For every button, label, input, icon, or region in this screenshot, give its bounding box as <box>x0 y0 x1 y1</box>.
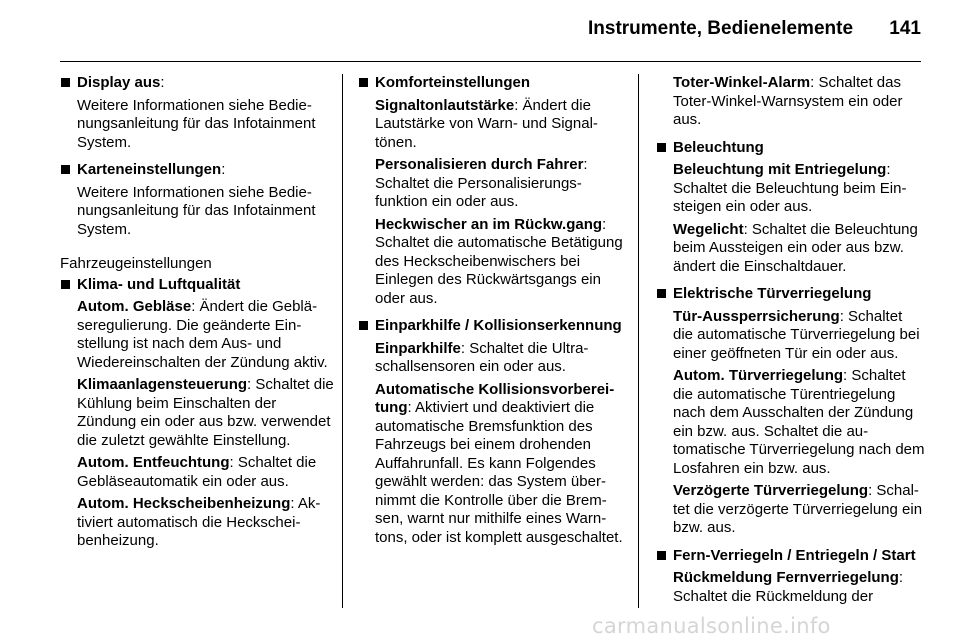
column-1 <box>60 74 335 551</box>
setting-entry: Einparkhilfe: Schaltet die Ultraschallsensoren ein oder aus. <box>375 339 589 375</box>
map-settings-item <box>60 161 335 239</box>
section-title: Instrumente, Bedienelemente <box>588 18 854 39</box>
bullet-heading: Karteneinstellungen: <box>60 161 335 180</box>
page-number: 141 <box>889 18 921 39</box>
climate-group <box>60 276 335 551</box>
column-divider-1 <box>342 74 343 608</box>
setting-entry: Heckwischer an im Rückw.gang: Schaltet die automatische Betätigung des Heckscheibenwischers bei Einlegen des Rückwärtsgangs ein oder aus. <box>375 215 623 307</box>
column-3 <box>656 74 926 606</box>
column-divider-2 <box>638 74 639 608</box>
column-2 <box>358 74 623 547</box>
bullet-heading: Fern-Verriegeln / Entriegeln / Start <box>656 547 926 566</box>
setting-entry: Autom. Gebläse: Ändert die Gebläseregulierung. Die geänderte Einstellung ist nach dem Aus- und Wiedereinschalten der Zündung aktiv. <box>77 298 328 371</box>
setting-entry: Rückmeldung Fernverriegelung: Schaltet die Rückmeldung der <box>673 569 904 605</box>
setting-entry: Autom. Heckscheibenheizung: Aktiviert automatisch die Heckscheibenheizung. <box>77 495 321 549</box>
header-rule <box>60 61 921 62</box>
setting-entry: Klimaanlagensteuerung: Schaltet die Kühlung beim Einschalten der Zündung ein oder aus bzw. verwendet die zuletzt gewählte Einstellung. <box>77 376 334 449</box>
bullet-heading: Einparkhilfe / Kollisionserkennung <box>358 317 623 336</box>
parking-group <box>358 317 623 547</box>
description: Weitere Informationen siehe Bedienungsanleitung für das Infotainment System. <box>77 183 316 238</box>
page-header <box>588 18 921 40</box>
setting-entry: Signaltonlautstärke: Ändert die Lautstärke von Warn- und Signaltönen. <box>375 96 598 151</box>
setting-entry: Wegelicht: Schaltet die Beleuchtung beim Aussteigen ein oder aus bzw. ändert die Einschaltdauer. <box>673 220 918 275</box>
setting-entry: Automatische Kollisionsvorbereitung: Aktiviert und deaktiviert die automatische Bremsfunktion des Fahrzeugs bei einem drohenden Auffahrunfall. Es kann Folgendes gewählt werden: das System übernimmt die Kontrolle über die Bremsen, warnt nur mithilfe eines Warntons, oder ist komplett ausgeschaltet. <box>375 380 623 546</box>
blind-spot-entry <box>656 74 926 130</box>
bullet-heading: Komforteinstellungen <box>358 74 623 93</box>
setting-entry: Beleuchtung mit Entriegelung: Schaltet die Beleuchtung beim Einsteigen ein oder aus. <box>673 161 907 215</box>
setting-entry: Tür-Aussperrsicherung: Schaltet die automatische Türverriegelung bei einer geöffneten Tür ein oder aus. <box>673 307 920 362</box>
remote-group <box>656 547 926 607</box>
bullet-heading: Beleuchtung <box>656 139 926 158</box>
description: Weitere Informationen siehe Bedienungsanleitung für das Infotainment System. <box>77 96 316 151</box>
display-off-item <box>60 74 335 152</box>
setting-entry: Autom. Türverriegelung: Schaltet die automatische Türentriegelung nach dem Ausschalten der Zündung ein bzw. aus. Schaltet die automatische Türverriegelung nach dem Losfahren ein bzw. aus. <box>673 367 925 477</box>
watermark: carmanualsonline.info <box>592 614 831 638</box>
door-lock-group <box>656 285 926 538</box>
comfort-group <box>358 74 623 308</box>
vehicle-settings-heading: Fahrzeugeinstellungen <box>60 255 212 272</box>
setting-entry: Personalisieren durch Fahrer: Schaltet die Personalisierungsfunktion ein oder aus. <box>375 156 588 210</box>
setting-entry: Verzögerte Türverriegelung: Schaltet die verzögerte Türverriegelung ein bzw. aus. <box>673 482 923 536</box>
setting-entry: Autom. Entfeuchtung: Schaltet die Gebläseautomatik ein oder aus. <box>77 454 317 490</box>
bullet-heading: Elektrische Türverriegelung <box>656 285 926 304</box>
lighting-group <box>656 139 926 277</box>
bullet-heading: Klima- und Luftqualität <box>60 276 335 295</box>
setting-entry: Toter-Winkel-Alarm: Schaltet das Toter-Winkel-Warnsystem ein oder aus. <box>673 74 903 128</box>
bullet-heading: Display aus: <box>60 74 335 93</box>
